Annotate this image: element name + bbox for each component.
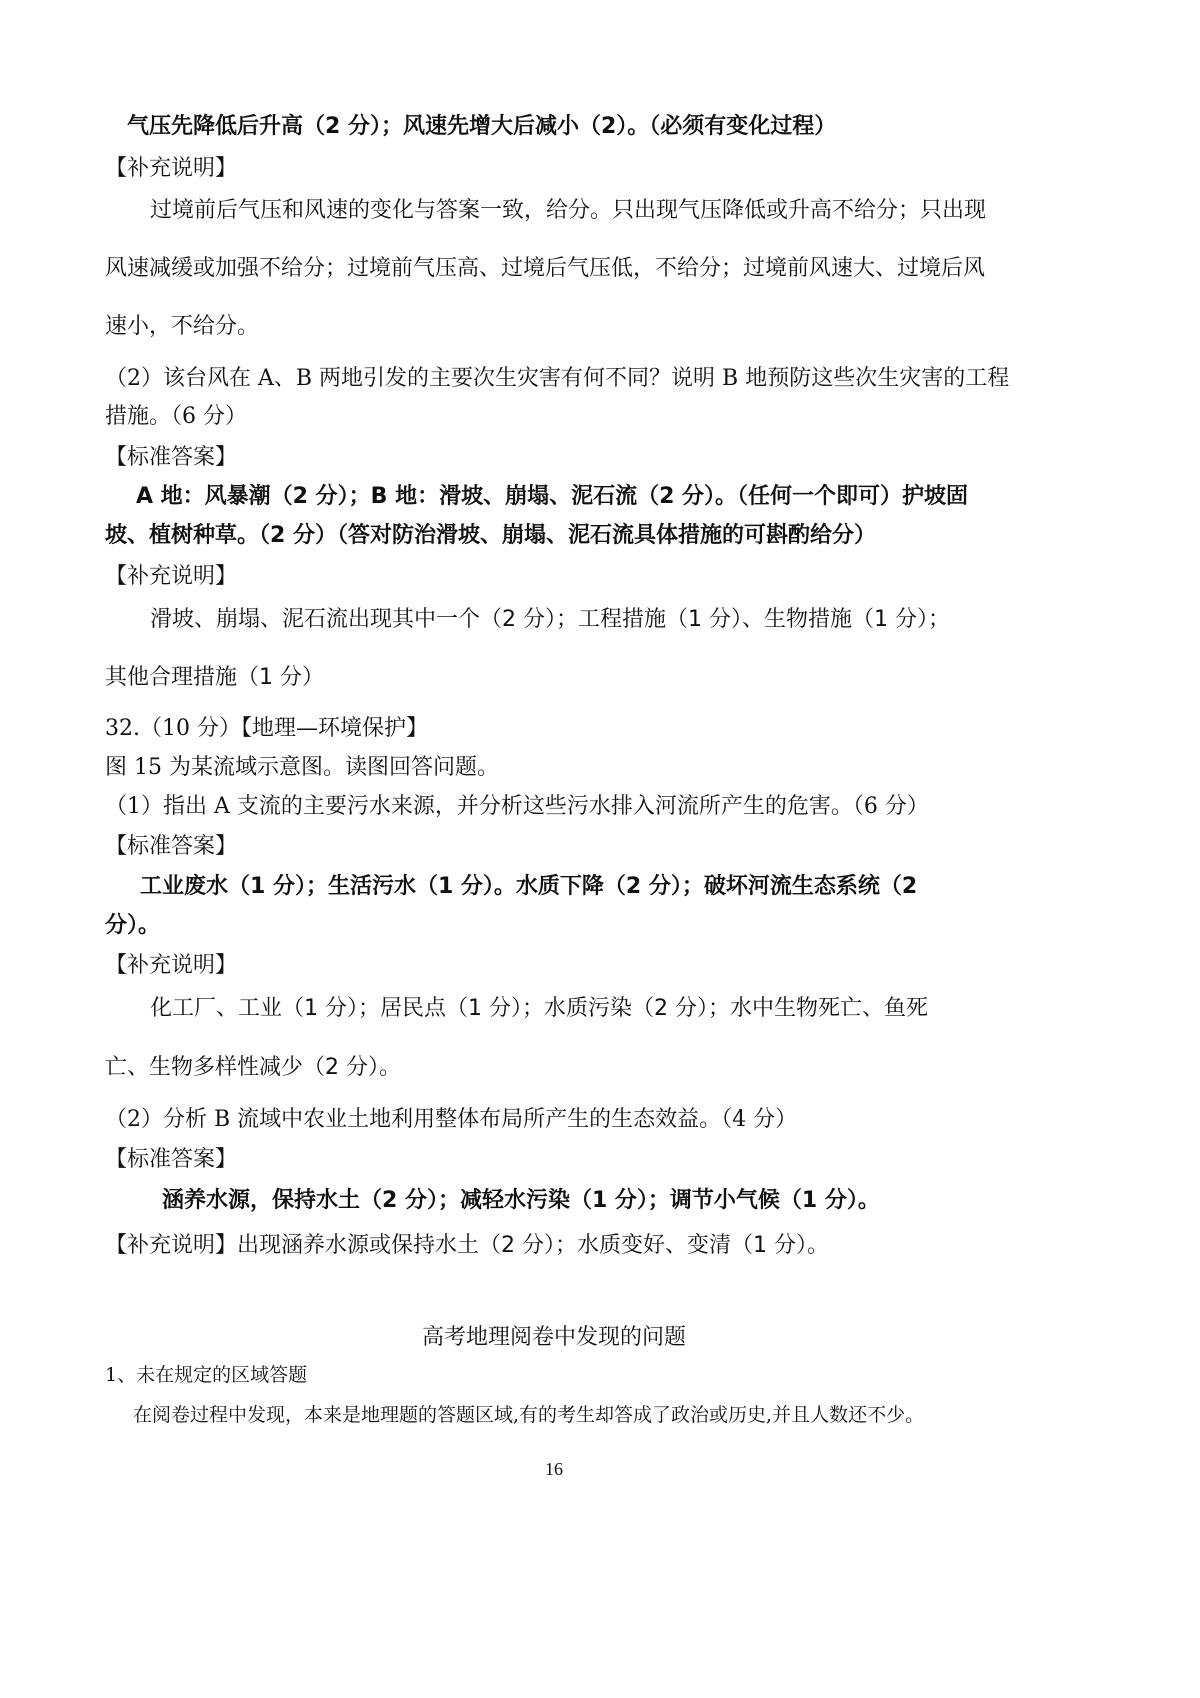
q32-1-answer-line-2: 分）。 xyxy=(105,913,161,938)
q31-2-question-line-1: （2）该台风在 A、B 两地引发的主要次生灾害有何不同？说明 B 地预防这些次生灾害的工程 xyxy=(105,366,1010,391)
q31-1-supp-label: 【补充说明】 xyxy=(105,156,238,181)
q32-1-question: （1）指出 A 支流的主要污水来源，并分析这些污水排入河流所产生的危害。（6 分） xyxy=(105,794,929,819)
q31-1-supp-line-2: 风速减缓或加强不给分；过境前气压高、过境后气压低，不给分；过境前风速大、过境后风 xyxy=(105,256,986,281)
q32-2-supp-line: 【补充说明】出现涵养水源或保持水土（2 分）；水质变好、变清（1 分）。 xyxy=(105,1233,829,1258)
q32-1-supp-line-1: 化工厂、工业（1 分）；居民点（1 分）；水质污染（2 分）；水中生物死亡、鱼死 xyxy=(150,996,928,1021)
problems-item1-text: 在阅卷过程中发现，本来是地理题的答题区域,有的考生却答成了政治或历史,并且人数还不少。 xyxy=(133,1404,925,1426)
problems-item1-title: 1、未在规定的区域答题 xyxy=(105,1364,308,1386)
q31-2-supp-line-1: 滑坡、崩塌、泥石流出现其中一个（2 分）；工程措施（1 分）、生物措施（1 分）； xyxy=(150,607,950,632)
q31-1-supp-line-3: 速小，不给分。 xyxy=(105,314,260,339)
q32-2-question: （2）分析 B 流域中农业土地利用整体布局所产生的生态效益。（4 分） xyxy=(105,1107,798,1132)
problems-title: 高考地理阅卷中发现的问题 xyxy=(421,1325,686,1350)
q31-1-answer: 气压先降低后升高（2 分）；风速先增大后减小（2）。（必须有变化过程） xyxy=(127,114,837,139)
q31-2-std-label: 【标准答案】 xyxy=(105,445,238,470)
q32-1-std-label: 【标准答案】 xyxy=(105,834,238,859)
q32-intro: 图 15 为某流域示意图。读图回答问题。 xyxy=(105,755,499,780)
q31-2-supp-label: 【补充说明】 xyxy=(105,564,238,589)
q32-2-std-label: 【标准答案】 xyxy=(105,1147,238,1172)
q31-2-supp-line-2: 其他合理措施（1 分） xyxy=(105,665,324,690)
q31-1-supp-line-1: 过境前后气压和风速的变化与答案一致，给分。只出现气压降低或升高不给分；只出现 xyxy=(150,198,987,223)
page-number: 16 xyxy=(545,1459,563,1479)
q31-2-answer-line-1: A 地：风暴潮（2 分）；B 地：滑坡、崩塌、泥石流（2 分）。（任何一个即可）护坡固 xyxy=(136,484,969,509)
q32-1-supp-label: 【补充说明】 xyxy=(105,953,238,978)
q32-heading: 32.（10 分）【地理—环境保护】 xyxy=(105,716,428,741)
q31-2-answer-line-2: 坡、植树种草。（2 分）（答对防治滑坡、崩塌、泥石流具体措施的可斟酌给分） xyxy=(105,523,876,548)
q32-1-supp-line-2: 亡、生物多样性减少（2 分）。 xyxy=(105,1055,401,1080)
q32-2-answer: 涵养水源，保持水土（2 分）；减轻水污染（1 分）；调节小气候（1 分）。 xyxy=(162,1188,880,1213)
q32-1-answer-line-1: 工业废水（1 分）；生活污水（1 分）。水质下降（2 分）；破坏河流生态系统（2 xyxy=(140,874,918,899)
q31-2-question-line-2: 措施。（6 分） xyxy=(105,404,247,429)
